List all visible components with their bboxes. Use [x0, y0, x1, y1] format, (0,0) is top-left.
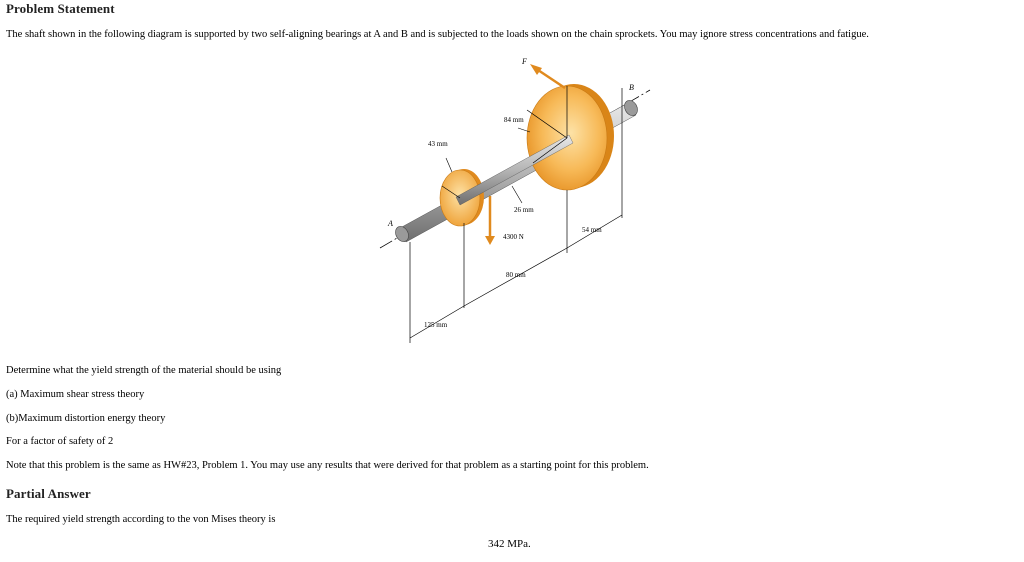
- dim-54mm: 54 mm: [582, 226, 602, 234]
- shaft-diagram: [360, 48, 670, 360]
- note-text: Note that this problem is the same as HW#23, Problem 1. You may use any results that were derived for that problem as a starting point for this problem.: [6, 460, 649, 471]
- factor-of-safety-text: For a factor of safety of 2: [6, 436, 114, 447]
- option-a-text: (a) Maximum shear stress theory: [6, 389, 145, 400]
- option-b-text: (b)Maximum distortion energy theory: [6, 413, 166, 424]
- required-yield-text: The required yield strength according to the von Mises theory is: [6, 514, 276, 525]
- label-f: F: [522, 57, 527, 66]
- dim-26mm: 26 mm: [514, 206, 534, 214]
- question-text: Determine what the yield strength of the material should be using: [6, 365, 282, 376]
- dim-43mm: 43 mm: [428, 140, 448, 148]
- force-f-arrow: [538, 70, 565, 88]
- label-4300n: 4300 N: [503, 233, 524, 241]
- dim-84mm: 84 mm: [504, 116, 524, 124]
- dim-80mm: 80 mm: [506, 271, 526, 279]
- problem-intro-text: The shaft shown in the following diagram is supported by two self-aligning bearings at A and B and is subjected to the loads shown on the chain sprockets. You may ignore stress concentrations and fatigue.: [6, 29, 869, 40]
- label-b: B: [629, 83, 634, 92]
- dim-125mm: 125 mm: [424, 321, 448, 329]
- problem-statement-heading: Problem Statement: [6, 1, 115, 16]
- partial-answer-heading: Partial Answer: [6, 486, 91, 501]
- answer-value: 342 MPa.: [488, 538, 531, 550]
- label-a: A: [388, 219, 393, 228]
